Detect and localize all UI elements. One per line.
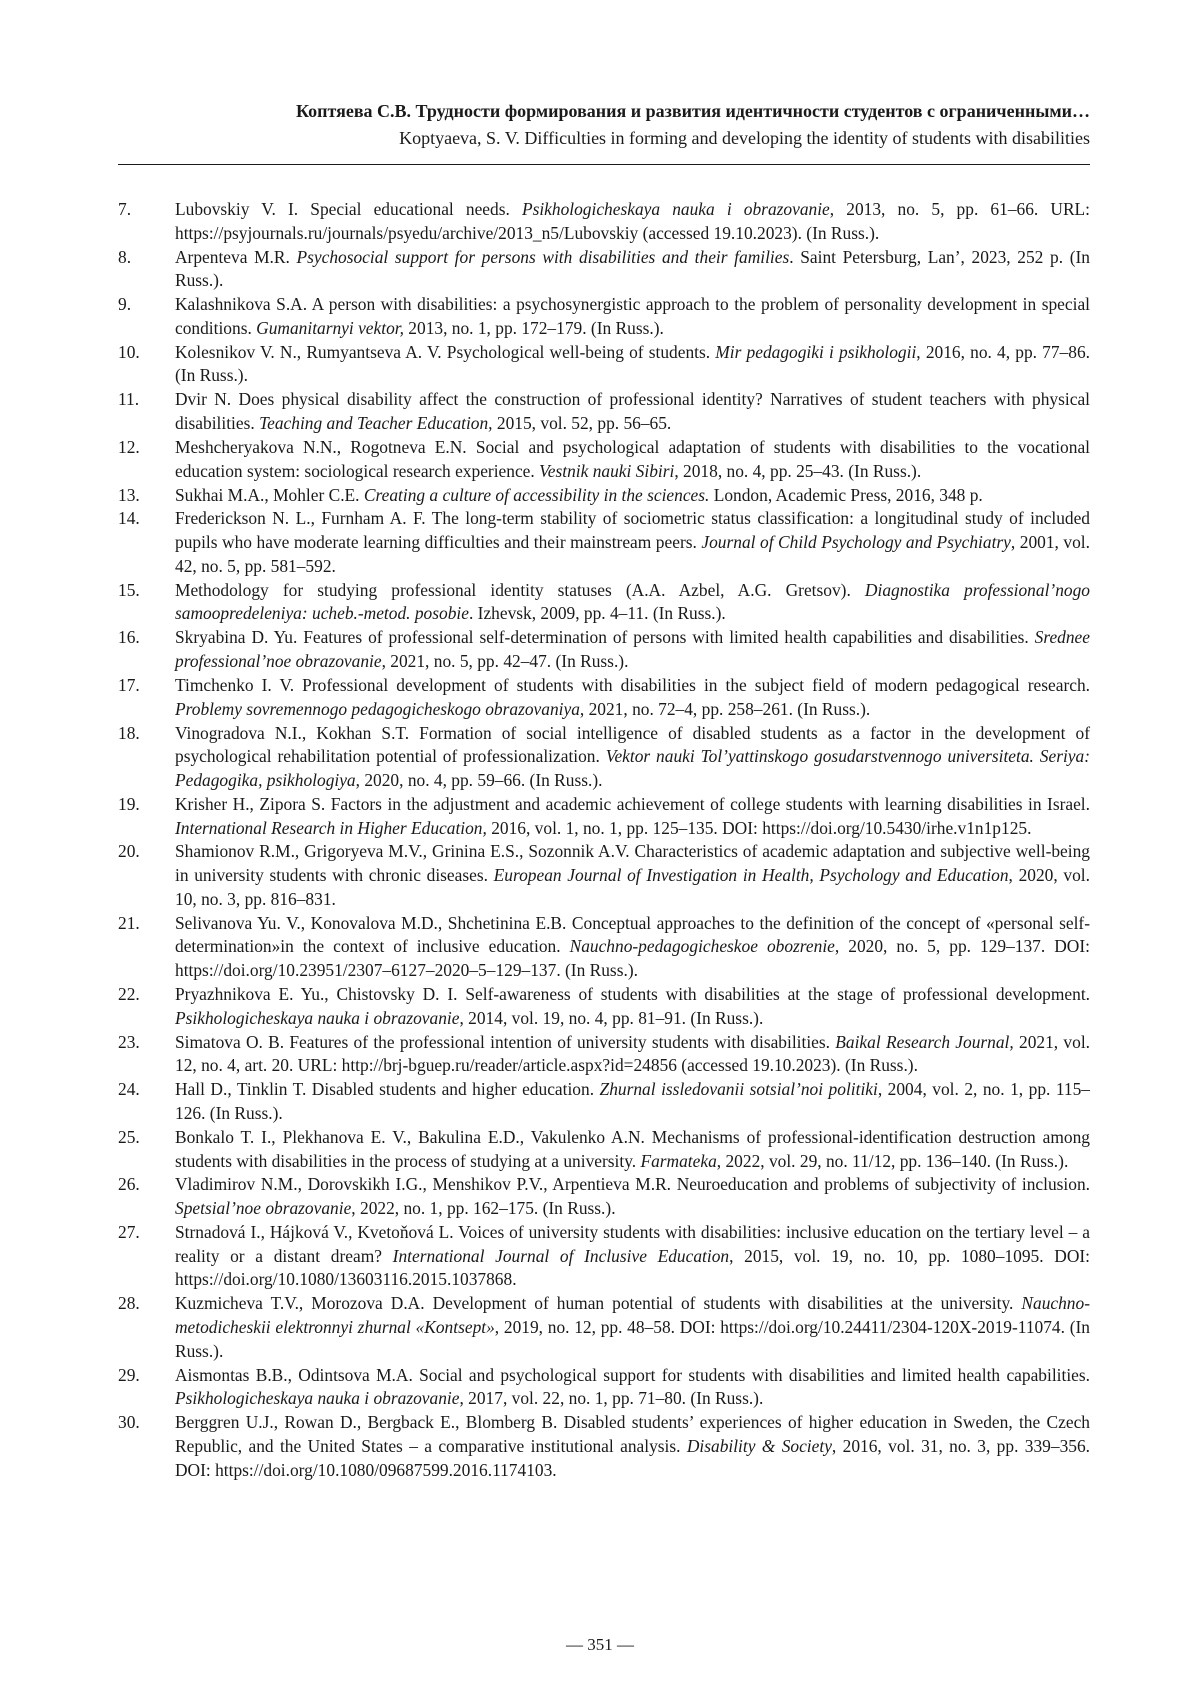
reference-details: , 2021, no. 72–4, pp. 258–261. (In Russ.). [580,699,870,719]
reference-authors-title: Shamionov R.M., Grigoryeva M.V., Grinina E.S., Sozonnik A.V. Characteristics of academic adaptation and subjective well-being in university students with chronic diseases. [175,841,1090,885]
reference-number: 13. [118,484,175,508]
reference-authors-title: Krisher H., Zipora S. Factors in the adjustment and academic achievement of college students with learning disabilities in Israel. [175,794,1090,814]
reference-source: Farmateka [640,1151,716,1171]
reference-source: Diagnostika professional’nogo samoopredeleniya: ucheb.-metod. posobie [175,580,1090,624]
reference-details: 2013, no. 1, pp. 172–179. (In Russ.). [404,318,664,338]
reference-authors-title: Bonkalo T. I., Plekhanova E. V., Bakulina E.D., Vakulenko A.N. Mechanisms of professional-identification destruction among students with disabilities in the process of studying at a university. [175,1127,1090,1171]
reference-details: , 2016, vol. 31, no. 3, pp. 339–356. DOI: https://doi.org/10.1080/09687599.2016.1174103. [175,1436,1090,1480]
reference-number: 14. [118,507,175,578]
reference-text [175,1173,1090,1220]
reference-item [118,1173,1090,1220]
reference-number: 27. [118,1221,175,1292]
reference-text [175,579,1090,626]
reference-item [118,293,1090,340]
reference-source: Psikhologicheskaya nauka i obrazovanie [175,1388,459,1408]
reference-item [118,840,1090,911]
reference-number: 30. [118,1411,175,1482]
reference-text [175,1078,1090,1125]
reference-number: 21. [118,912,175,983]
reference-text [175,722,1090,793]
reference-source: Spetsial’noe obrazovanie [175,1198,351,1218]
reference-text [175,1411,1090,1482]
reference-text [175,1031,1090,1078]
reference-item [118,1078,1090,1125]
reference-item [118,484,1090,508]
reference-text [175,1221,1090,1292]
reference-number: 18. [118,722,175,793]
running-header [118,98,1090,152]
reference-item [118,674,1090,721]
reference-text [175,912,1090,983]
reference-details: , 2017, vol. 22, no. 1, pp. 71–80. (In Russ.). [459,1388,763,1408]
reference-authors-title: Pryazhnikova E. Yu., Chistovsky D. I. Self-awareness of students with disabilities at the stage of professional development. [175,984,1090,1004]
reference-source: Vektor nauki Tol’yattinskogo gosudarstvennogo universiteta. Seriya: Pedagogika, psikhologiya [175,746,1090,790]
reference-source: Psikhologicheskaya nauka i obrazovanie [175,1008,459,1028]
reference-source: Disability & Society [687,1436,832,1456]
reference-item [118,1221,1090,1292]
reference-text [175,1292,1090,1363]
reference-text [175,507,1090,578]
reference-authors-title: Dvir N. Does physical disability affect the construction of professional identity? Narratives of student teachers with physical disabilities. [175,389,1090,433]
reference-item [118,579,1090,626]
reference-number: 24. [118,1078,175,1125]
reference-item [118,912,1090,983]
reference-source: Psychosocial support for persons with disabilities and their families [296,247,789,267]
reference-authors-title: Hall D., Tinklin T. Disabled students and higher education. [175,1079,600,1099]
reference-authors-title: Sukhai M.A., Mohler C.E. [175,485,364,505]
reference-item [118,1411,1090,1482]
reference-item [118,1126,1090,1173]
reference-details: , 2013, no. 5, pp. 61–66. URL: https://psyjournals.ru/journals/psyedu/archive/2013_n5/Lubovskiy (accessed 19.10.2023). (In Russ.). [175,199,1090,243]
reference-details: 2021, vol. 12, no. 4, art. 20. URL: http://brj-bguep.ru/reader/article.aspx?id=24856 (accessed 19.10.2023). (In Russ.). [175,1032,1090,1076]
reference-source: International Research in Higher Education, [175,818,487,838]
reference-authors-title: Skryabina D. Yu. Features of professional self-determination of persons with limited health capabilities and disabilities. [175,627,1035,647]
reference-authors-title: Vinogradova N.I., Kokhan S.T. Formation of social intelligence of disabled students as a factor in the development of psychological rehabilitation potential of professionalization. [175,723,1090,767]
reference-number: 17. [118,674,175,721]
reference-source: European Journal of Investigation in Health, Psychology and Education [494,865,1009,885]
reference-source: Mir pedagogiki i psikhologii [715,342,916,362]
reference-source: Gumanitarnyi vektor, [256,318,404,338]
reference-text [175,436,1090,483]
reference-source: Problemy sovremennogo pedagogicheskogo obrazovaniya [175,699,580,719]
reference-number: 22. [118,983,175,1030]
reference-details: , 2022, vol. 29, no. 11/12, pp. 136–140. (In Russ.). [717,1151,1069,1171]
reference-authors-title: Kuzmicheva T.V., Morozova D.A. Development of human potential of students with disabilities at the university. [175,1293,1021,1313]
reference-authors-title: Frederickson N. L., Furnham A. F. The long-term stability of sociometric status classification: a longitudinal study of included pupils who have moderate learning difficulties and their mainstream peers. [175,508,1090,552]
reference-number: 9. [118,293,175,340]
reference-authors-title: Selivanova Yu. V., Konovalova M.D., Shchetinina E.B. Conceptual approaches to the definition of the concept of «personal self-determination»in the context of inclusive education. [175,913,1090,957]
reference-source: Vestnik nauki Sibiri [539,461,674,481]
reference-text [175,626,1090,673]
reference-details: , 2019, no. 12, pp. 48–58. DOI: https://doi.org/10.24411/2304-120X-2019-11074. (In Russ.). [175,1317,1090,1361]
reference-source: Srednee professional’noe obrazovanie [175,627,1090,671]
reference-item [118,436,1090,483]
reference-item [118,722,1090,793]
reference-text [175,484,1090,508]
reference-details: . Izhevsk, 2009, pp. 4–11. (In Russ.). [469,603,726,623]
reference-details: , 2018, no. 4, pp. 25–43. (In Russ.). [674,461,921,481]
reference-item [118,793,1090,840]
reference-details: , 2004, vol. 2, no. 1, pp. 115–126. (In Russ.). [175,1079,1090,1123]
reference-authors-title: Meshcheryakova N.N., Rogotneva E.N. Social and psychological adaptation of students with disabilities to the vocational education system: sociological research experience. [175,437,1090,481]
reference-source: Baikal Research Journal, [835,1032,1013,1052]
reference-authors-title: Aismontas B.B., Odintsova M.A. Social and psychological support for students with disabilities and limited health capabilities. [175,1365,1090,1385]
reference-number: 28. [118,1292,175,1363]
reference-item [118,1031,1090,1078]
reference-number: 12. [118,436,175,483]
reference-authors-title: Berggren U.J., Rowan D., Bergback E., Blomberg B. Disabled students’ experiences of higher education in Sweden, the Czech Republic, and the United States – a comparative institutional analysis. [175,1412,1090,1456]
reference-number: 8. [118,246,175,293]
reference-details: , 2015, vol. 19, no. 10, pp. 1080–1095. DOI: https://doi.org/10.1080/13603116.2015.1037868. [175,1246,1090,1290]
reference-details: , 2021, no. 5, pp. 42–47. (In Russ.). [382,651,629,671]
reference-authors-title: Kolesnikov V. N., Rumyantseva A. V. Psychological well-being of students. [175,342,715,362]
reference-text [175,341,1090,388]
reference-number: 16. [118,626,175,673]
running-header-en: Koptyaeva, S. V. Difficulties in forming and developing the identity of students with disabilities [118,125,1090,152]
reference-authors-title: Arpenteva M.R. [175,247,296,267]
reference-details: , 2014, vol. 19, no. 4, pp. 81–91. (In Russ.). [459,1008,763,1028]
reference-details: , 2020, vol. 10, no. 3, pp. 816–831. [175,865,1090,909]
reference-text [175,198,1090,245]
reference-source: Teaching and Teacher Education, [259,413,492,433]
reference-item [118,626,1090,673]
reference-item [118,507,1090,578]
reference-number: 10. [118,341,175,388]
reference-source: Nauchno-pedagogicheskoe obozrenie [570,936,835,956]
reference-number: 20. [118,840,175,911]
reference-details: 2016, vol. 1, no. 1, pp. 125–135. DOI: https://doi.org/10.5430/irhe.v1n1p125. [487,818,1032,838]
reference-details: , 2022, no. 1, pp. 162–175. (In Russ.). [351,1198,615,1218]
reference-details: , 2001, vol. 42, no. 5, pp. 581–592. [175,532,1090,576]
page-number: — 351 — [0,1634,1200,1656]
reference-text [175,1364,1090,1411]
reference-number: 25. [118,1126,175,1173]
reference-text [175,840,1090,911]
page [118,98,1090,1482]
reference-text [175,388,1090,435]
reference-details: 2015, vol. 52, pp. 56–65. [493,413,672,433]
reference-number: 11. [118,388,175,435]
reference-number: 19. [118,793,175,840]
running-header-ru: Коптяева С.В. Трудности формирования и развития идентичности студентов с ограниченными… [118,98,1090,125]
reference-number: 29. [118,1364,175,1411]
reference-source: Zhurnal issledovanii sotsial’noi politiki [600,1079,878,1099]
reference-details: London, Academic Press, 2016, 348 p. [709,485,982,505]
reference-details: , 2020, no. 4, pp. 59–66. (In Russ.). [356,770,603,790]
reference-source: Journal of Child Psychology and Psychiatry [701,532,1011,552]
reference-source: Creating a culture of accessibility in the sciences. [364,485,709,505]
reference-source: International Journal of Inclusive Education [393,1246,729,1266]
reference-number: 23. [118,1031,175,1078]
reference-source: Psikhologicheskaya nauka i obrazovanie [522,199,830,219]
reference-item [118,1364,1090,1411]
reference-authors-title: Timchenko I. V. Professional development of students with disabilities in the subject field of modern pedagogical research. [175,675,1090,695]
reference-authors-title: Vladimirov N.M., Dorovskikh I.G., Menshikov P.V., Arpentieva M.R. Neuroeducation and problems of subjectivity of inclusion. [175,1174,1090,1194]
reference-number: 7. [118,198,175,245]
reference-list [118,198,1090,1482]
reference-number: 15. [118,579,175,626]
reference-item [118,198,1090,245]
reference-details: , 2016, no. 4, pp. 77–86. (In Russ.). [175,342,1090,386]
reference-source: Nauchno-metodicheskii elektronnyi zhurnal «Kontsept» [175,1293,1090,1337]
reference-text [175,246,1090,293]
reference-item [118,983,1090,1030]
reference-authors-title: Kalashnikova S.A. A person with disabilities: a psychosynergistic approach to the problem of personality development in special conditions. [175,294,1090,338]
reference-authors-title: Methodology for studying professional identity statuses (A.A. Azbel, A.G. Gretsov). [175,580,865,600]
header-divider [118,164,1090,165]
reference-item [118,1292,1090,1363]
reference-text [175,674,1090,721]
reference-item [118,388,1090,435]
reference-text [175,1126,1090,1173]
reference-text [175,293,1090,340]
reference-authors-title: Simatova O. B. Features of the professional intention of university students with disabilities. [175,1032,835,1052]
reference-text [175,793,1090,840]
reference-authors-title: Lubovskiy V. I. Special educational needs. [175,199,522,219]
reference-details: . Saint Petersburg, Lan’, 2023, 252 p. (In Russ.). [175,247,1090,291]
reference-item [118,341,1090,388]
reference-item [118,246,1090,293]
reference-details: , 2020, no. 5, pp. 129–137. DOI: https://doi.org/10.23951/2307–6127–2020–5–129–137. (In Russ.). [175,936,1090,980]
reference-number: 26. [118,1173,175,1220]
reference-text [175,983,1090,1030]
reference-authors-title: Strnadová I., Hájková V., Kvetoňová L. Voices of university students with disabilities: inclusive education on the tertiary level – a reality or a distant dream? [175,1222,1090,1266]
